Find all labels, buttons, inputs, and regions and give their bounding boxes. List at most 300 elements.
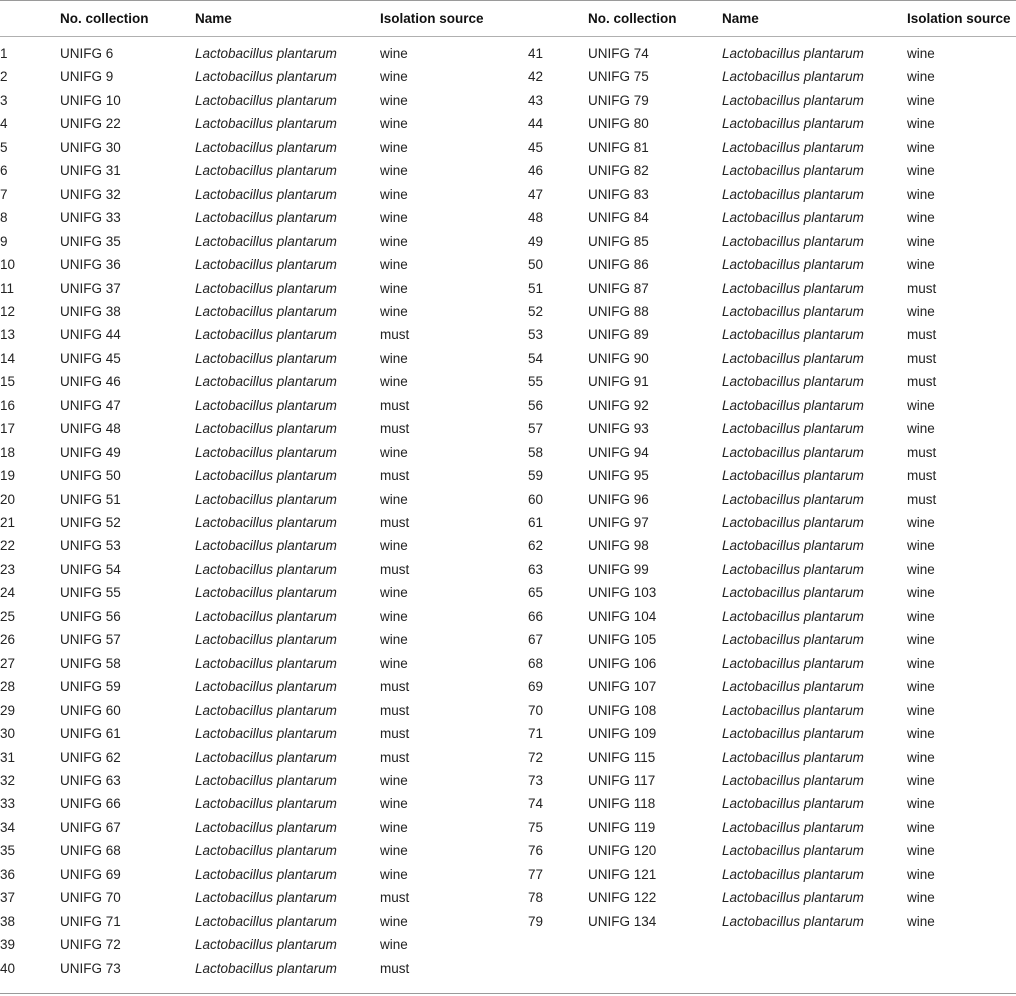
row-index: 9 — [0, 233, 8, 249]
collection-id: UNIFG 37 — [60, 280, 121, 296]
row-index: 73 — [528, 772, 544, 788]
isolation-source: wine — [907, 139, 935, 155]
collection-id: UNIFG 119 — [588, 819, 656, 835]
table-row — [0, 957, 1016, 980]
isolation-source: wine — [380, 139, 408, 155]
row-index: 42 — [528, 69, 544, 85]
header-source-left: Isolation source — [380, 11, 484, 26]
isolation-source: wine — [907, 397, 935, 413]
species-name: Lactobacillus plantarum — [195, 210, 337, 226]
species-name: Lactobacillus plantarum — [195, 561, 337, 577]
isolation-source: wine — [380, 632, 408, 648]
isolation-source: wine — [907, 890, 935, 906]
collection-id: UNIFG 55 — [60, 585, 121, 601]
isolation-source: must — [380, 561, 410, 577]
collection-id: UNIFG 57 — [60, 632, 121, 648]
species-name: Lactobacillus plantarum — [722, 280, 864, 296]
species-name: Lactobacillus plantarum — [195, 186, 337, 202]
table-row — [0, 581, 1016, 604]
isolation-source: wine — [907, 726, 935, 742]
isolation-source: wine — [380, 186, 408, 202]
row-index: 74 — [528, 796, 544, 812]
isolation-source: wine — [907, 303, 935, 319]
collection-id: UNIFG 121 — [588, 866, 657, 882]
collection-id: UNIFG 94 — [588, 444, 649, 460]
isolation-source: must — [380, 468, 410, 484]
isolation-source: wine — [907, 561, 935, 577]
table-row — [0, 722, 1016, 745]
isolation-source: wine — [380, 303, 408, 319]
collection-id: UNIFG 106 — [588, 655, 657, 671]
row-index: 4 — [0, 116, 8, 132]
collection-id: UNIFG 48 — [60, 421, 121, 437]
isolation-source: wine — [380, 233, 408, 249]
collection-id: UNIFG 83 — [588, 186, 649, 202]
species-name: Lactobacillus plantarum — [195, 327, 337, 343]
species-name: Lactobacillus plantarum — [195, 819, 337, 835]
row-index: 55 — [528, 374, 544, 390]
collection-id: UNIFG 96 — [588, 491, 649, 507]
species-name: Lactobacillus plantarum — [722, 702, 864, 718]
isolation-source: wine — [380, 280, 408, 296]
species-name: Lactobacillus plantarum — [195, 116, 337, 132]
row-index: 52 — [528, 303, 544, 319]
table-row — [0, 441, 1016, 464]
table-row — [0, 863, 1016, 886]
isolation-source: wine — [380, 444, 408, 460]
row-index: 17 — [0, 421, 16, 437]
collection-id: UNIFG 47 — [60, 397, 121, 413]
species-name: Lactobacillus plantarum — [722, 679, 864, 695]
collection-id: UNIFG 70 — [60, 890, 121, 906]
row-index: 26 — [0, 632, 16, 648]
collection-id: UNIFG 32 — [60, 186, 121, 202]
table-row — [0, 746, 1016, 769]
collection-id: UNIFG 46 — [60, 374, 121, 390]
species-name: Lactobacillus plantarum — [195, 655, 337, 671]
species-name: Lactobacillus plantarum — [195, 280, 337, 296]
collection-id: UNIFG 103 — [588, 585, 657, 601]
isolation-source: must — [380, 960, 410, 976]
isolation-source: wine — [380, 819, 408, 835]
collection-id: UNIFG 67 — [60, 819, 121, 835]
collection-id: UNIFG 72 — [60, 937, 121, 953]
isolation-source: wine — [907, 866, 935, 882]
isolation-source: must — [380, 515, 410, 530]
table-row — [0, 558, 1016, 581]
row-index: 37 — [0, 890, 16, 906]
isolation-source: wine — [907, 186, 935, 202]
row-index: 29 — [0, 702, 16, 718]
isolation-source: must — [907, 280, 937, 296]
row-index: 70 — [528, 702, 544, 718]
table-bottom-rule — [0, 993, 1016, 994]
row-index: 19 — [0, 468, 16, 484]
row-index: 10 — [0, 257, 16, 273]
species-name: Lactobacillus plantarum — [195, 303, 337, 319]
row-index: 38 — [0, 913, 16, 929]
isolation-source: must — [380, 327, 410, 343]
collection-id: UNIFG 52 — [60, 515, 121, 530]
species-name: Lactobacillus plantarum — [722, 890, 864, 906]
collection-id: UNIFG 95 — [588, 468, 649, 484]
table-row — [0, 511, 1016, 534]
species-name: Lactobacillus plantarum — [195, 515, 337, 530]
row-index: 45 — [528, 139, 544, 155]
table-row — [0, 488, 1016, 511]
table-row — [0, 394, 1016, 417]
species-name: Lactobacillus plantarum — [195, 702, 337, 718]
species-name: Lactobacillus plantarum — [722, 257, 864, 273]
isolation-source: must — [907, 468, 937, 484]
row-index: 11 — [0, 280, 15, 296]
collection-id: UNIFG 79 — [588, 92, 649, 108]
row-index: 68 — [528, 655, 544, 671]
collection-id: UNIFG 62 — [60, 749, 121, 765]
table-row — [0, 910, 1016, 933]
isolation-source: must — [380, 679, 410, 695]
row-index: 47 — [528, 186, 544, 202]
isolation-source: wine — [907, 233, 935, 249]
collection-id: UNIFG 75 — [588, 69, 649, 85]
table-row — [0, 206, 1016, 229]
isolation-source: wine — [907, 69, 935, 85]
isolation-source: must — [380, 421, 410, 437]
collection-id: UNIFG 38 — [60, 303, 121, 319]
isolation-source: wine — [380, 374, 408, 390]
row-index: 21 — [0, 515, 16, 530]
row-index: 25 — [0, 608, 16, 624]
row-index: 1 — [0, 46, 8, 61]
header-name-right: Name — [722, 11, 759, 26]
row-index: 58 — [528, 444, 544, 460]
row-index: 49 — [528, 233, 544, 249]
isolation-source: wine — [907, 655, 935, 671]
row-index: 13 — [0, 327, 16, 343]
collection-id: UNIFG 10 — [60, 92, 121, 108]
collection-id: UNIFG 56 — [60, 608, 121, 624]
row-index: 8 — [0, 210, 8, 226]
collection-id: UNIFG 86 — [588, 257, 649, 273]
species-name: Lactobacillus plantarum — [722, 866, 864, 882]
row-index: 33 — [0, 796, 16, 812]
collection-id: UNIFG 54 — [60, 561, 121, 577]
species-name: Lactobacillus plantarum — [722, 585, 864, 601]
collection-id: UNIFG 44 — [60, 327, 121, 343]
species-name: Lactobacillus plantarum — [195, 843, 337, 859]
row-index: 75 — [528, 819, 544, 835]
row-index: 66 — [528, 608, 544, 624]
isolation-source: wine — [907, 749, 935, 765]
species-name: Lactobacillus plantarum — [722, 796, 864, 812]
row-index: 23 — [0, 561, 16, 577]
species-name: Lactobacillus plantarum — [722, 92, 864, 108]
isolation-source: wine — [380, 866, 408, 882]
species-name: Lactobacillus plantarum — [722, 69, 864, 85]
isolation-source: must — [380, 890, 410, 906]
species-name: Lactobacillus plantarum — [195, 538, 337, 554]
row-index: 24 — [0, 585, 16, 601]
row-index: 71 — [528, 726, 544, 742]
collection-id: UNIFG 120 — [588, 843, 657, 859]
collection-id: UNIFG 69 — [60, 866, 121, 882]
row-index: 79 — [528, 913, 544, 929]
collection-id: UNIFG 36 — [60, 257, 121, 273]
species-name: Lactobacillus plantarum — [722, 913, 864, 929]
species-name: Lactobacillus plantarum — [195, 444, 337, 460]
isolation-source: wine — [907, 163, 935, 179]
collection-id: UNIFG 134 — [588, 913, 657, 929]
collection-id: UNIFG 68 — [60, 843, 121, 859]
table-row — [0, 159, 1016, 182]
collection-id: UNIFG 60 — [60, 702, 121, 718]
species-name: Lactobacillus plantarum — [195, 421, 337, 437]
species-name: Lactobacillus plantarum — [722, 46, 864, 61]
species-name: Lactobacillus plantarum — [195, 46, 337, 61]
table-row — [0, 839, 1016, 862]
collection-id: UNIFG 98 — [588, 538, 649, 554]
row-index: 3 — [0, 92, 8, 108]
collection-id: UNIFG 71 — [60, 913, 121, 929]
row-index: 78 — [528, 890, 544, 906]
table-top-rule — [0, 0, 1016, 1]
table-row — [0, 769, 1016, 792]
row-index: 65 — [528, 585, 544, 601]
species-name: Lactobacillus plantarum — [195, 866, 337, 882]
species-name: Lactobacillus plantarum — [722, 210, 864, 226]
collection-id: UNIFG 45 — [60, 350, 121, 366]
row-index: 60 — [528, 491, 544, 507]
species-name: Lactobacillus plantarum — [195, 491, 337, 507]
row-index: 67 — [528, 632, 544, 648]
species-name: Lactobacillus plantarum — [195, 69, 337, 85]
row-index: 12 — [0, 303, 16, 319]
table-row — [0, 628, 1016, 651]
table-row — [0, 253, 1016, 276]
row-index: 18 — [0, 444, 16, 460]
collection-id: UNIFG 122 — [588, 890, 657, 906]
isolation-source: wine — [907, 679, 935, 695]
collection-id: UNIFG 49 — [60, 444, 121, 460]
row-index: 14 — [0, 350, 16, 366]
collection-id: UNIFG 84 — [588, 210, 649, 226]
species-name: Lactobacillus plantarum — [722, 186, 864, 202]
row-index: 69 — [528, 679, 544, 695]
row-index: 31 — [0, 749, 16, 765]
row-index: 57 — [528, 421, 544, 437]
isolation-source: must — [380, 702, 410, 718]
isolation-source: wine — [380, 163, 408, 179]
collection-id: UNIFG 59 — [60, 679, 121, 695]
species-name: Lactobacillus plantarum — [722, 632, 864, 648]
table-row — [0, 65, 1016, 88]
isolation-source: wine — [907, 421, 935, 437]
species-name: Lactobacillus plantarum — [195, 890, 337, 906]
isolation-source: must — [380, 749, 410, 765]
species-name: Lactobacillus plantarum — [195, 679, 337, 695]
collection-id: UNIFG 80 — [588, 116, 649, 132]
species-name: Lactobacillus plantarum — [722, 749, 864, 765]
isolation-source: wine — [907, 92, 935, 108]
table-row — [0, 323, 1016, 346]
isolation-source: wine — [907, 538, 935, 554]
species-name: Lactobacillus plantarum — [722, 726, 864, 742]
table-row — [0, 699, 1016, 722]
isolation-source: wine — [907, 46, 935, 61]
table-row — [0, 230, 1016, 253]
row-index: 7 — [0, 186, 8, 202]
collection-id: UNIFG 74 — [588, 46, 649, 61]
row-index: 62 — [528, 538, 544, 554]
isolation-source: wine — [907, 843, 935, 859]
row-index: 6 — [0, 163, 8, 179]
isolation-source: must — [907, 374, 937, 390]
isolation-source: wine — [380, 69, 408, 85]
species-name: Lactobacillus plantarum — [722, 350, 864, 366]
collection-id: UNIFG 9 — [60, 69, 114, 85]
isolation-source: wine — [907, 819, 935, 835]
collection-id: UNIFG 30 — [60, 139, 121, 155]
species-name: Lactobacillus plantarum — [722, 116, 864, 132]
collection-id: UNIFG 107 — [588, 679, 657, 695]
isolation-source: wine — [907, 608, 935, 624]
table-row — [0, 183, 1016, 206]
species-name: Lactobacillus plantarum — [195, 608, 337, 624]
isolation-source: wine — [907, 210, 935, 226]
collection-id: UNIFG 90 — [588, 350, 649, 366]
species-name: Lactobacillus plantarum — [722, 515, 864, 530]
species-name: Lactobacillus plantarum — [195, 350, 337, 366]
species-name: Lactobacillus plantarum — [195, 139, 337, 155]
species-name: Lactobacillus plantarum — [195, 233, 337, 249]
isolation-source: wine — [380, 350, 408, 366]
species-name: Lactobacillus plantarum — [195, 632, 337, 648]
row-index: 53 — [528, 327, 544, 343]
species-name: Lactobacillus plantarum — [195, 937, 337, 953]
species-name: Lactobacillus plantarum — [195, 772, 337, 788]
species-name: Lactobacillus plantarum — [195, 468, 337, 484]
table-row — [0, 300, 1016, 323]
collection-id: UNIFG 85 — [588, 233, 649, 249]
row-index: 22 — [0, 538, 16, 554]
isolation-source: wine — [907, 632, 935, 648]
isolation-source: wine — [380, 210, 408, 226]
table-row — [0, 136, 1016, 159]
collection-id: UNIFG 115 — [588, 749, 656, 765]
table-row — [0, 886, 1016, 909]
isolation-source: wine — [380, 608, 408, 624]
species-name: Lactobacillus plantarum — [195, 374, 337, 390]
table-row — [0, 417, 1016, 440]
row-index: 59 — [528, 468, 544, 484]
row-index: 61 — [528, 515, 544, 530]
collection-id: UNIFG 63 — [60, 772, 121, 788]
collection-id: UNIFG 109 — [588, 726, 657, 742]
isolation-source: wine — [380, 937, 408, 953]
species-name: Lactobacillus plantarum — [195, 92, 337, 108]
isolation-source: wine — [380, 913, 408, 929]
table-row — [0, 347, 1016, 370]
species-name: Lactobacillus plantarum — [722, 561, 864, 577]
isolation-source: wine — [380, 796, 408, 812]
species-name: Lactobacillus plantarum — [195, 257, 337, 273]
isolation-source: wine — [380, 585, 408, 601]
row-index: 34 — [0, 819, 16, 835]
isolation-source: wine — [907, 913, 935, 929]
collection-id: UNIFG 61 — [60, 726, 121, 742]
row-index: 41 — [528, 46, 544, 61]
table-row — [0, 370, 1016, 393]
isolation-source: wine — [380, 538, 408, 554]
species-name: Lactobacillus plantarum — [195, 749, 337, 765]
row-index: 16 — [0, 397, 16, 413]
collection-id: UNIFG 97 — [588, 515, 649, 530]
isolation-source: wine — [380, 491, 408, 507]
row-index: 39 — [0, 937, 16, 953]
isolation-source: wine — [907, 116, 935, 132]
row-index: 51 — [528, 280, 544, 296]
row-index: 2 — [0, 69, 8, 85]
table-row — [0, 42, 1016, 65]
collection-id: UNIFG 87 — [588, 280, 649, 296]
collection-id: UNIFG 105 — [588, 632, 657, 648]
species-name: Lactobacillus plantarum — [722, 303, 864, 319]
collection-id: UNIFG 108 — [588, 702, 657, 718]
collection-id: UNIFG 22 — [60, 116, 121, 132]
isolation-source: must — [380, 397, 410, 413]
isolation-source: wine — [380, 772, 408, 788]
isolation-source: wine — [380, 116, 408, 132]
collection-id: UNIFG 89 — [588, 327, 649, 343]
table-row — [0, 933, 1016, 956]
header-name-left: Name — [195, 11, 232, 26]
collection-id: UNIFG 66 — [60, 796, 121, 812]
row-index: 44 — [528, 116, 544, 132]
collection-id: UNIFG 92 — [588, 397, 649, 413]
collection-id: UNIFG 33 — [60, 210, 121, 226]
collection-id: UNIFG 58 — [60, 655, 121, 671]
isolation-source: wine — [907, 772, 935, 788]
species-name: Lactobacillus plantarum — [722, 397, 864, 413]
row-index: 50 — [528, 257, 544, 273]
row-index: 43 — [528, 92, 544, 108]
isolation-source: wine — [380, 655, 408, 671]
collection-id: UNIFG 53 — [60, 538, 121, 554]
isolation-source: wine — [907, 515, 935, 530]
row-index: 46 — [528, 163, 544, 179]
collection-id: UNIFG 88 — [588, 303, 649, 319]
species-name: Lactobacillus plantarum — [195, 726, 337, 742]
table-row — [0, 534, 1016, 557]
species-name: Lactobacillus plantarum — [722, 327, 864, 343]
species-name: Lactobacillus plantarum — [195, 585, 337, 601]
row-index: 72 — [528, 749, 544, 765]
isolation-source: wine — [907, 585, 935, 601]
collection-id: UNIFG 118 — [588, 796, 656, 812]
species-name: Lactobacillus plantarum — [195, 163, 337, 179]
species-name: Lactobacillus plantarum — [722, 233, 864, 249]
species-name: Lactobacillus plantarum — [722, 843, 864, 859]
species-name: Lactobacillus plantarum — [722, 468, 864, 484]
row-index: 54 — [528, 350, 544, 366]
collection-id: UNIFG 51 — [60, 491, 121, 507]
row-index: 30 — [0, 726, 16, 742]
species-name: Lactobacillus plantarum — [722, 374, 864, 390]
isolation-source: wine — [380, 843, 408, 859]
isolation-source: must — [380, 726, 410, 742]
table-row — [0, 652, 1016, 675]
collection-id: UNIFG 99 — [588, 561, 649, 577]
